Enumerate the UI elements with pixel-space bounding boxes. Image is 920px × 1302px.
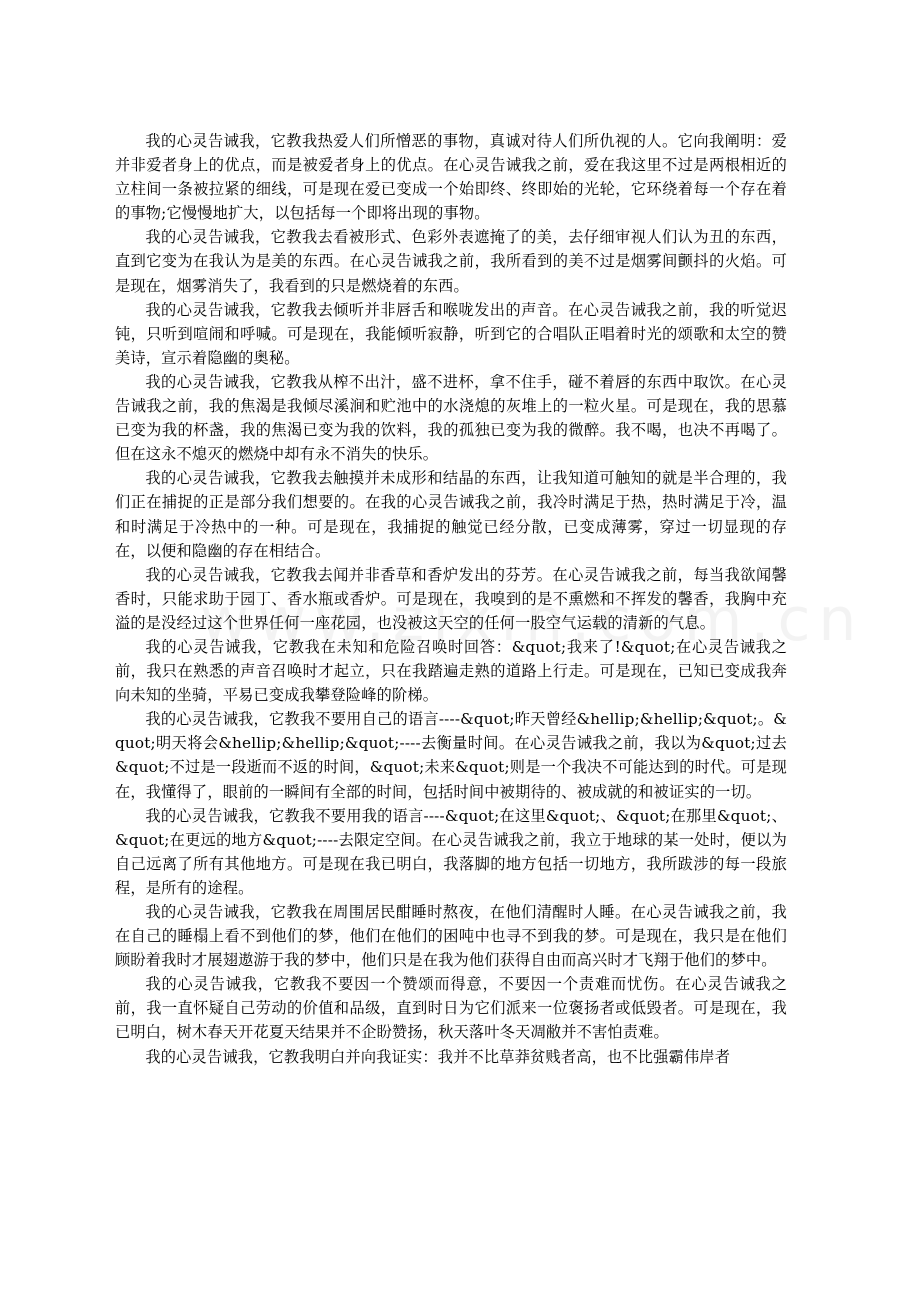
paragraph-unknown: 我的心灵告诫我，它教我在未知和危险召唤时回答：&quot;我来了!&quot;在心灵告诫我之前，我只在熟悉的声音召唤时才起立，只在我踏遍走熟的道路上行走。可是现在，已知已变成我奔向未知的坐骑，平易已变成我攀登险峰的阶梯。 <box>115 637 787 705</box>
paragraph-dreams: 我的心灵告诫我，它教我在周围居民酣睡时熬夜，在他们清醒时人睡。在心灵告诫我之前，我在自己的睡榻上看不到他们的梦，他们在他们的困吨中也寻不到我的梦。可是现在，我只是在他们顾盼着我时才展翅遨游于我的梦中，他们只是在我为他们获得自由而高兴时才飞翔于他们的梦中。 <box>115 903 787 970</box>
paragraph-fragrance: 我的心灵告诫我，它教我去闻并非香草和香炉发出的芬芳。在心灵告诫我之前，每当我欲闻馨香时，只能求助于园丁、香水瓶或香炉。可是现在，我嗅到的是不熏燃和不挥发的馨香，我胸中充溢的是没经过这个世界任何一座花园，也没被这天空的任何一股空气运载的清新的气息。 <box>115 565 787 632</box>
paragraph-beauty: 我的心灵告诫我，它教我去看被形式、色彩外表遮掩了的美，去仔细审视人们认为丑的东西，直到它变为在我认为是美的东西。在心灵告诫我之前，我所看到的美不过是烟雾间颤抖的火焰。可是现在，烟雾消失了，我看到的只是燃烧着的东西。 <box>115 228 787 295</box>
document-body <box>115 129 787 1069</box>
paragraph-time: 我的心灵告诫我，它教我不要用自己的语言----&quot;昨天曾经&hellip;&hellip;&quot;。&quot;明天将会&hellip;&hellip;&quot;----去衡量时间。在心灵告诫我之前，我以为&quot;过去&quot;不过是一段逝而不返的时间，&quot;未来&quot;则是一个我决不可能达到的时代。可是现在，我懂得了，眼前的一瞬间有全部的时间，包括时间中被期待的、被成就的和被证实的一切。 <box>115 710 787 801</box>
paragraph-touch: 我的心灵告诫我，它教我去触摸并未成形和结晶的东西，让我知道可触知的就是半合理的，我们正在捕捉的正是部分我们想要的。在我的心灵告诫我之前，我冷时满足于热，热时满足于冷，温和时满足于冷热中的一种。可是现在，我捕捉的触觉已经分散，已变成薄雾，穿过一切显现的存在，以便和隐幽的存在相结合。 <box>115 469 787 560</box>
paragraph-hearing: 我的心灵告诫我，它教我去倾听并非唇舌和喉咙发出的声音。在心灵告诫我之前，我的听觉迟钝，只听到喧闹和呼喊。可是现在，我能倾听寂静，听到它的合唱队正唱着时光的颂歌和太空的赞美诗，宣示着隐幽的奥秘。 <box>115 300 787 367</box>
paragraph-thirst: 我的心灵告诫我，它教我从榨不出汁，盛不进杯，拿不住手，碰不着唇的东西中取饮。在心灵告诫我之前，我的焦渴是我倾尽溪涧和贮池中的水浇熄的灰堆上的一粒火星。可是现在，我的思慕已变为我的杯盏，我的焦渴已变为我的饮料，我的孤独已变为我的微醉。我不喝，也决不再喝了。但在这永不熄灭的燃烧中却有永不消失的快乐。 <box>115 372 787 464</box>
paragraph-space: 我的心灵告诫我，它教我不要用我的语言----&quot;在这里&quot;、&quot;在那里&quot;、&quot;在更远的地方&quot;----去限定空间。在心灵告诫我之前，我立于地球的某一处时，便以为自己远离了所有其他地方。可是现在我已明白，我落脚的地方包括一切地方，我所跋涉的每一段旅程，是所有的途程。 <box>115 806 787 897</box>
paragraph-praise: 我的心灵告诫我，它教我不要因一个赞颂而得意，不要因一个责难而忧伤。在心灵告诫我之前，我一直怀疑自己劳动的价值和品级，直到时日为它们派来一位褒扬者或低毁者。可是现在，我已明白，树木春天开花夏天结果并不企盼赞扬，秋天落叶冬天凋敝并不害怕责难。 <box>115 975 787 1042</box>
paragraph-love: 我的心灵告诫我，它教我热爱人们所憎恶的事物，真诚对待人们所仇视的人。它向我阐明：爱并非爱者身上的优点，而是被爱者身上的优点。在心灵告诫我之前，爱在我这里不过是两根相近的立柱间一条被拉紧的细线，可是现在爱已变成一个始即终、终即始的光轮，它环绕着每一个存在着的事物;它慢慢地扩大，以包括每一个即将出现的事物。 <box>115 132 787 223</box>
paragraph-equality: 我的心灵告诫我，它教我明白并向我证实：我并不比草莽贫贱者高，也不比强霸伟岸者 <box>145 1047 731 1066</box>
